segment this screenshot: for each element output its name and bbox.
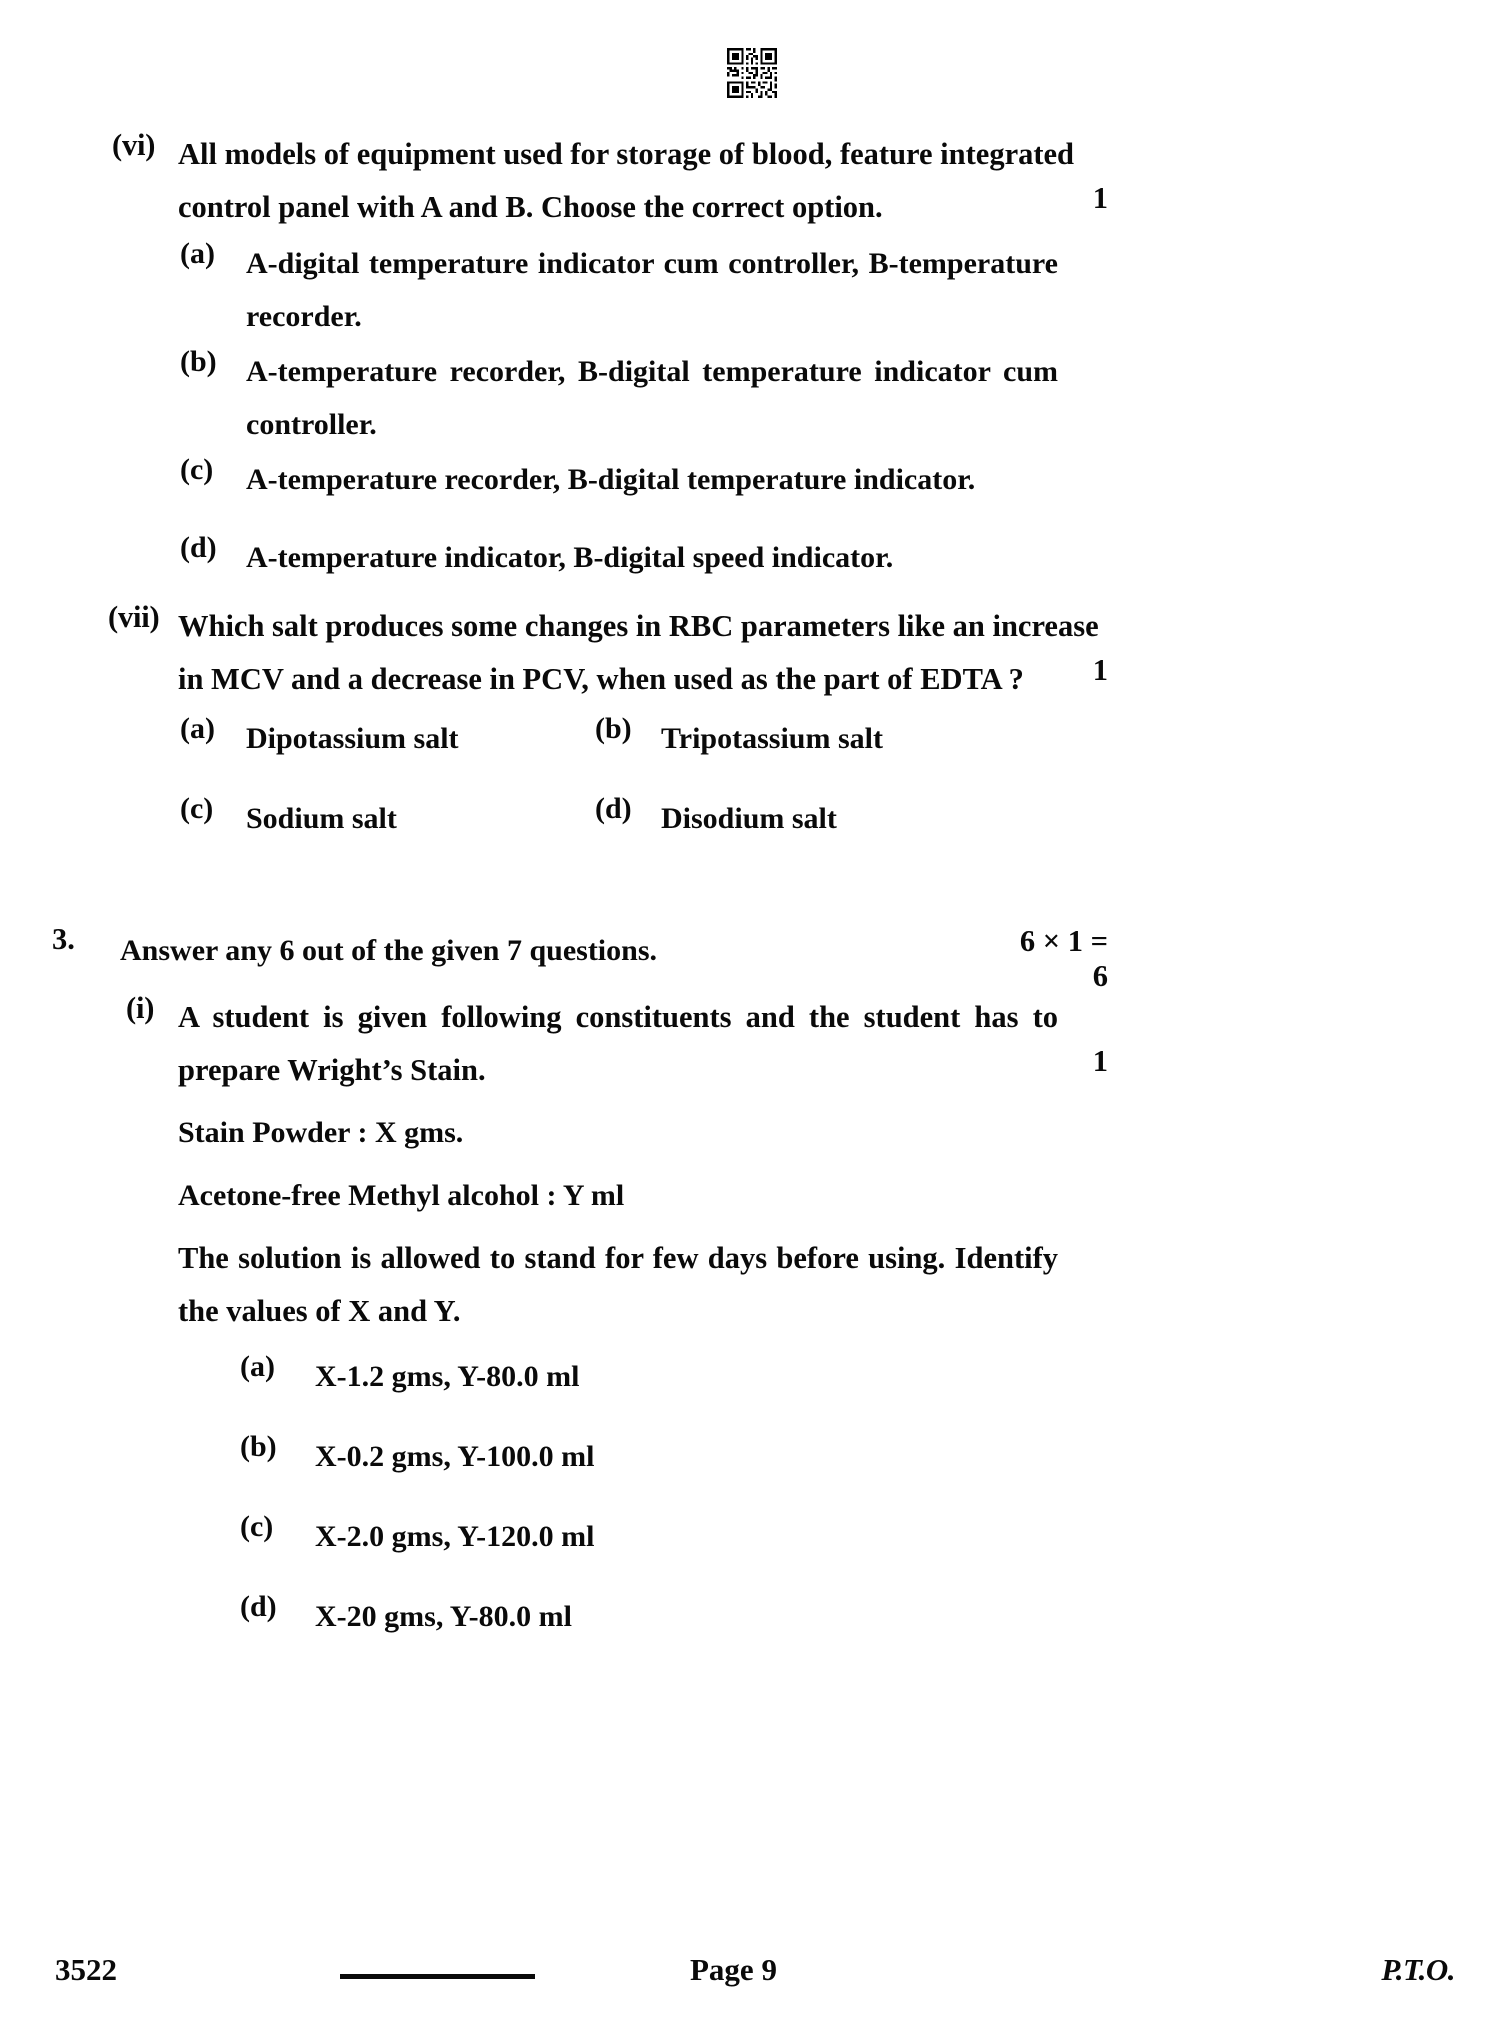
- option-vi-c-text[interactable]: A-temperature recorder, B-digital temperature indicator.: [246, 463, 976, 496]
- option-vi-a-line2[interactable]: recorder.: [246, 300, 362, 333]
- constituent-stain-powder: Stain Powder : X gms.: [178, 1116, 464, 1149]
- option-vii-d-text[interactable]: Disodium salt: [661, 802, 837, 835]
- option-vi-c-label[interactable]: (c): [180, 453, 214, 486]
- question-vii-line1: Which salt produces some changes in RBC parameters like an increase: [178, 609, 1099, 643]
- paper-code: 3522: [55, 1952, 117, 1987]
- pto-note: P.T.O.: [1381, 1952, 1455, 1987]
- question-3i-line4: the values of X and Y.: [178, 1294, 461, 1328]
- option-vii-a-text[interactable]: Dipotassium salt: [246, 722, 459, 755]
- question-vi-number: (vi): [112, 128, 156, 162]
- question-3i-line2: prepare Wright’s Stain.: [178, 1053, 486, 1087]
- option-3i-d-text[interactable]: X-20 gms, Y-80.0 ml: [315, 1600, 572, 1633]
- option-vi-a-label[interactable]: (a): [180, 237, 215, 270]
- qr-code-icon: [718, 48, 786, 98]
- question-vi-marks: 1: [1092, 181, 1108, 215]
- option-vi-b-label[interactable]: (b): [180, 345, 217, 378]
- question-vii-line2: in MCV and a decrease in PCV, when used as the part of EDTA ?: [178, 662, 1024, 696]
- question-vii-marks: 1: [1092, 653, 1108, 687]
- question-vii-number: (vii): [108, 600, 160, 634]
- option-vi-b-line1[interactable]: A-temperature recorder, B-digital temperature indicator cum: [246, 355, 1058, 388]
- page-number: Page 9: [690, 1952, 777, 1987]
- question-3i-line3: The solution is allowed to stand for few days before using. Identify: [178, 1241, 1058, 1275]
- page-footer: [0, 1952, 1505, 2012]
- question-3i-marks: 1: [1092, 1044, 1108, 1078]
- constituent-methyl-alcohol: Acetone-free Methyl alcohol : Y ml: [178, 1179, 625, 1212]
- option-vii-a-label[interactable]: (a): [180, 712, 215, 745]
- option-vi-b-line2[interactable]: controller.: [246, 408, 377, 441]
- option-3i-b-text[interactable]: X-0.2 gms, Y-100.0 ml: [315, 1440, 595, 1473]
- option-3i-c-text[interactable]: X-2.0 gms, Y-120.0 ml: [315, 1520, 595, 1553]
- option-3i-c-label[interactable]: (c): [240, 1510, 274, 1543]
- question-3-marks: 6 × 1 = 6: [1019, 924, 1108, 993]
- question-3i-line1: A student is given following constituents and the student has to: [178, 1000, 1058, 1034]
- option-vii-c-text[interactable]: Sodium salt: [246, 802, 397, 835]
- option-3i-d-label[interactable]: (d): [240, 1590, 277, 1623]
- question-vi-line1: All models of equipment used for storage of blood, feature integrated: [178, 137, 1075, 171]
- option-3i-b-label[interactable]: (b): [240, 1430, 277, 1463]
- question-3-number: 3.: [52, 922, 75, 956]
- option-vii-b-label[interactable]: (b): [595, 712, 632, 745]
- question-3-instruction: Answer any 6 out of the given 7 questions.: [120, 934, 657, 967]
- option-vi-d-text[interactable]: A-temperature indicator, B-digital speed indicator.: [246, 541, 894, 574]
- option-3i-a-label[interactable]: (a): [240, 1350, 275, 1383]
- option-vii-b-text[interactable]: Tripotassium salt: [661, 722, 883, 755]
- option-3i-a-text[interactable]: X-1.2 gms, Y-80.0 ml: [315, 1360, 580, 1393]
- option-vi-d-label[interactable]: (d): [180, 531, 217, 564]
- option-vi-a-line1[interactable]: A-digital temperature indicator cum controller, B-temperature: [246, 247, 1058, 280]
- option-vii-d-label[interactable]: (d): [595, 792, 632, 825]
- question-3i-number: (i): [126, 991, 155, 1025]
- option-vii-c-label[interactable]: (c): [180, 792, 214, 825]
- footer-divider: [340, 1974, 535, 1979]
- question-vi-line2: control panel with A and B. Choose the correct option.: [178, 190, 883, 224]
